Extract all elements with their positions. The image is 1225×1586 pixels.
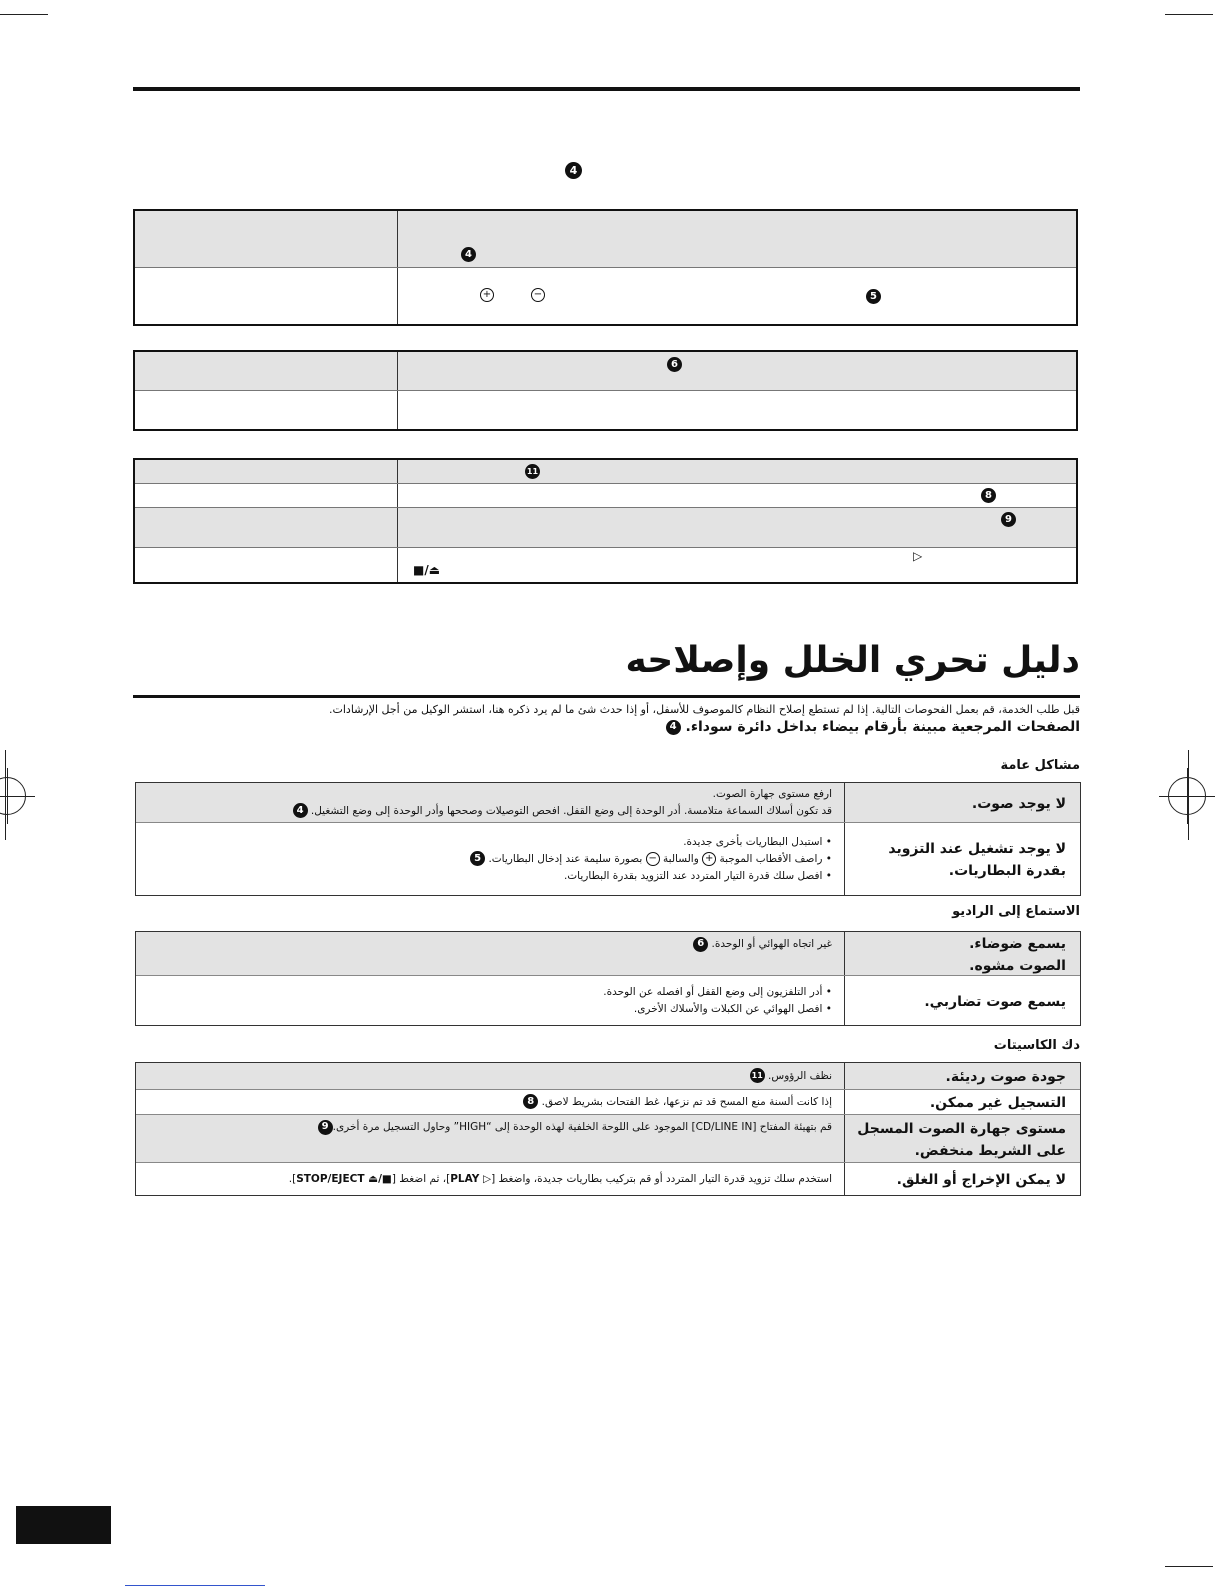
top-table-3-row-3 bbox=[135, 508, 1076, 548]
ref-marker: 6 bbox=[667, 357, 682, 372]
intro-text: قبل طلب الخدمة، قم بعمل الفحوصات التالية. إذا لم تستطع إصلاح النظام كالموصوف للأسفل، أو إذا حدث شئ ما لم يرد ذكره هنا، استشر الوكيل من أجل الإرشادات. bbox=[329, 703, 1080, 716]
ref-marker: 8 bbox=[523, 1094, 538, 1109]
top-table-3-row-1 bbox=[135, 460, 1076, 484]
top-ref-marker: 4 bbox=[565, 160, 582, 179]
plus-symbol: + bbox=[480, 288, 494, 302]
plus-symbol: + bbox=[702, 852, 716, 866]
ref-marker: 11 bbox=[525, 464, 540, 479]
top-table-2-row-2 bbox=[135, 391, 1076, 429]
minus-symbol: − bbox=[646, 852, 660, 866]
table-row: مستوى جهارة الصوت المسجل على الشريط منخفض. قم بتهيئة المفتاح [CD/LINE IN] الموجود على اللوحة الخلفية لهذه الوحدة إلى “HIGH” وحاول التسجيل مرة أخرى.9 bbox=[136, 1115, 1080, 1163]
play-icon: ▷ bbox=[913, 549, 923, 563]
ref-marker: 11 bbox=[750, 1068, 765, 1083]
crop-mark-bottom-right bbox=[1165, 1566, 1213, 1567]
general-problems-table bbox=[135, 782, 1081, 896]
ref-marker: 4 bbox=[293, 803, 308, 818]
registration-mark-left bbox=[0, 777, 26, 815]
ref-marker: 6 bbox=[693, 937, 708, 952]
ref-marker: 9 bbox=[318, 1120, 333, 1135]
section-radio-heading: الاستماع إلى الراديو bbox=[952, 904, 1080, 919]
top-table-1-row-1 bbox=[135, 211, 1076, 268]
top-table-3-row-4 bbox=[135, 548, 1076, 582]
page-title: دليل تحري الخلل وإصلاحه bbox=[625, 640, 1080, 681]
ref-marker: 4 bbox=[666, 720, 681, 735]
crop-mark-top-left bbox=[0, 14, 48, 15]
table-row: التسجيل غير ممكن. إذا كانت ألسنة منع المسح قد تم نزعها، غط الفتحات بشريط لاصق. 8 bbox=[136, 1090, 1080, 1115]
top-table-1 bbox=[133, 209, 1078, 326]
ref-marker: 5 bbox=[866, 289, 881, 304]
intro-note: الصفحات المرجعية مبينة بأرقام بيضاء بداخل دائرة سوداء. 4 bbox=[666, 719, 1080, 735]
registration-mark-right bbox=[1168, 777, 1206, 815]
radio-table bbox=[135, 931, 1081, 1026]
section-general-heading: مشاكل عامة bbox=[1000, 758, 1080, 773]
play-button-label: ▷ PLAY bbox=[450, 1172, 492, 1185]
section-cassette-heading: دك الكاسيتات bbox=[993, 1038, 1080, 1053]
top-table-2-row-1 bbox=[135, 352, 1076, 391]
table-row: لا يمكن الإخراج أو الغلق. استخدم سلك تزويد قدرة التيار المتردد أو قم بتركيب بطاريات جديدة، واضغط [▷ PLAY]، ثم اضغط [■/⏏ STOP/EJECT]. bbox=[136, 1163, 1080, 1195]
cassette-table bbox=[135, 1062, 1081, 1196]
title-rule bbox=[133, 695, 1080, 698]
crop-mark-top-right bbox=[1165, 14, 1213, 15]
minus-symbol: − bbox=[531, 288, 545, 302]
ref-marker: 5 bbox=[470, 851, 485, 866]
ref-marker: 9 bbox=[1001, 512, 1016, 527]
table-row: لا يوجد صوت. ارفع مستوى جهارة الصوت. قد تكون أسلاك السماعة متلامسة. أدر الوحدة إلى وضع القفل. افحص التوصيلات وصححها وأدر الوحدة إلى وضع التشغيل. 4 bbox=[136, 783, 1080, 823]
ref-marker: 8 bbox=[981, 488, 996, 503]
top-table-3-row-2 bbox=[135, 484, 1076, 508]
table-row: جودة صوت رديئة. نظف الرؤوس. 11 bbox=[136, 1063, 1080, 1090]
ref-marker: 4 bbox=[461, 247, 476, 262]
top-table-3 bbox=[133, 458, 1078, 584]
table-row: يسمع ضوضاء. الصوت مشوه. غير اتجاه الهوائي أو الوحدة. 6 bbox=[136, 932, 1080, 976]
top-table-2 bbox=[133, 350, 1078, 431]
page-number-block bbox=[16, 1506, 111, 1544]
top-rule bbox=[133, 87, 1080, 91]
table-row: يسمع صوت تضاربي. • أدر التلفزيون إلى وضع القفل أو افصله عن الوحدة. • افصل الهوائي عن الكبلات والأسلاك الأخرى. bbox=[136, 976, 1080, 1025]
stop-eject-button-label: ■/⏏ STOP/EJECT bbox=[296, 1172, 392, 1185]
top-table-1-row-2 bbox=[135, 268, 1076, 324]
stop-eject-icon: ■/⏏ bbox=[413, 563, 441, 577]
table-row: لا يوجد تشغيل عند التزويد بقدرة البطاريات. • استبدل البطاريات بأخرى جديدة. • راصف الأقطاب الموجبة + والسالبة − بصورة سليمة عند إدخال البطاريات. 5 • افصل سلك قدرة التيار المتردد عند التزويد بقدرة البطاريات. bbox=[136, 823, 1080, 895]
